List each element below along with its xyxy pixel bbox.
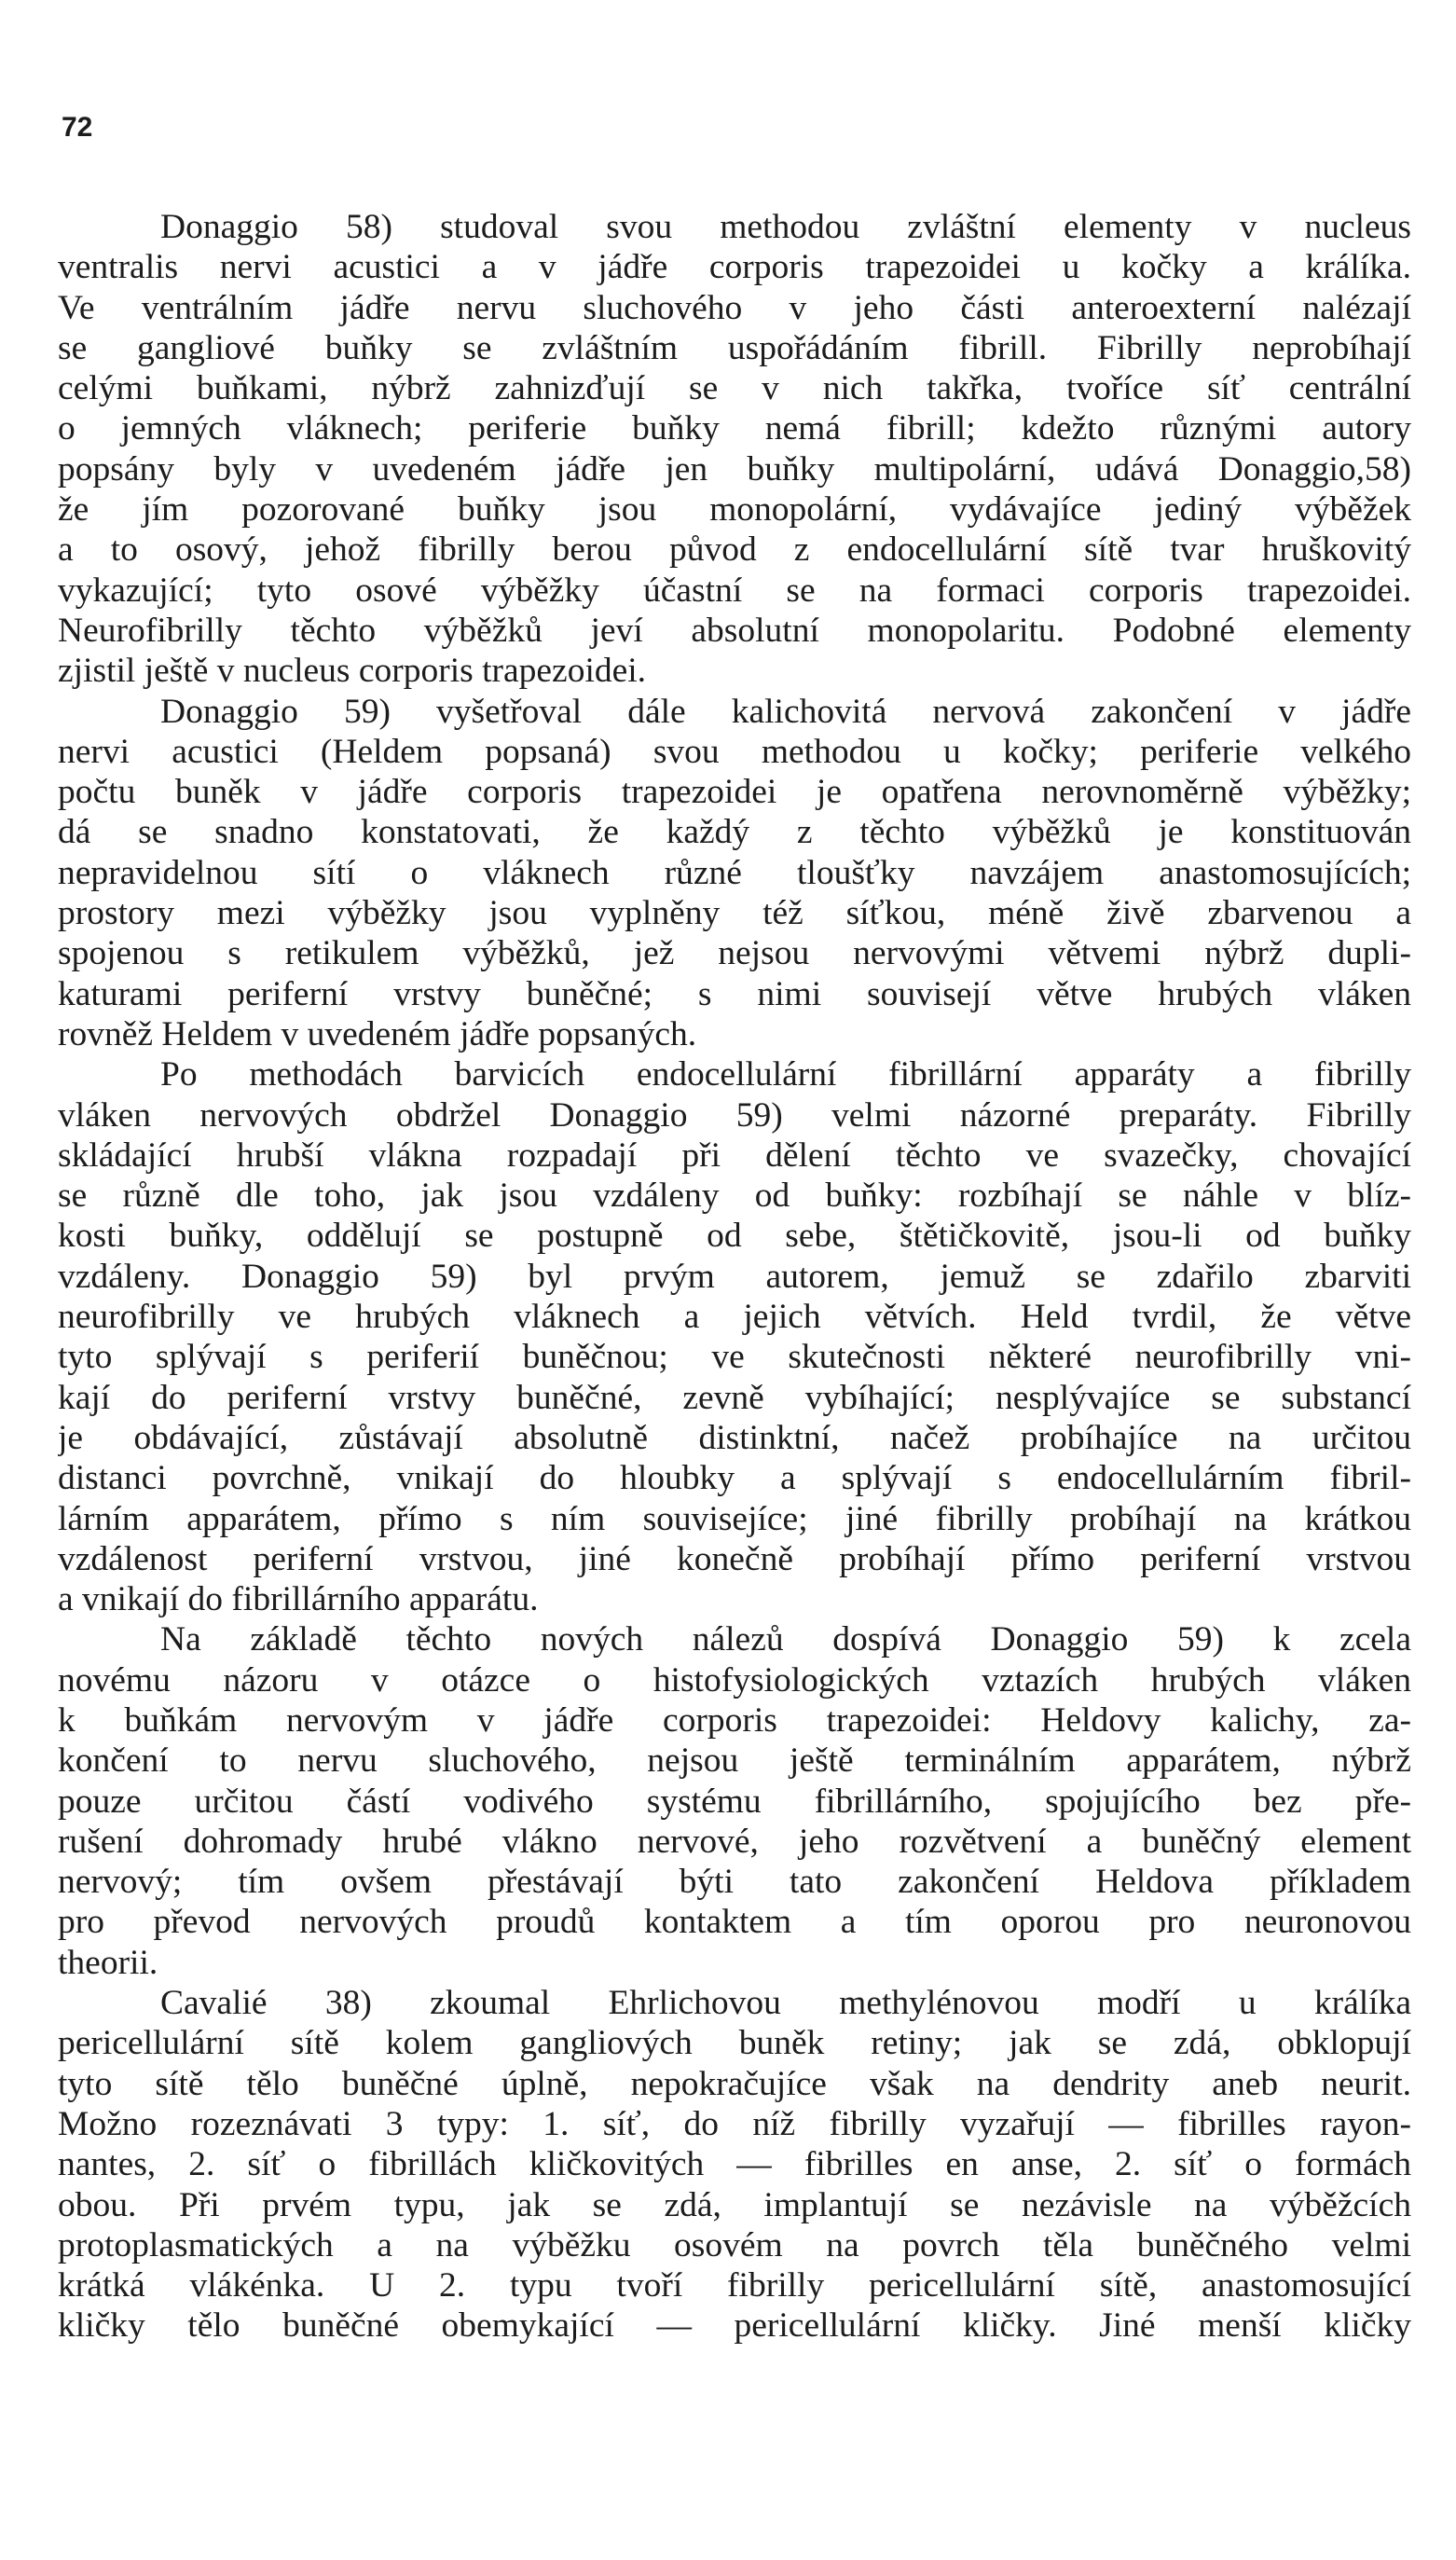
text-line: je obdávající, zůstávají absolutně distinktní, načež probíhajíce na určitou xyxy=(58,1418,1411,1457)
text-line: kají do periferní vrstvy buněčné, zevně vybíhající; nesplývajíce se substancí xyxy=(58,1378,1411,1417)
text-line: kosti buňky, oddělují se postupně od sebe, štětičkovitě, jsou-li od buňky xyxy=(58,1217,1411,1256)
text-line: k buňkám nervovým v jádře corporis trapezoidei: Heldovy kalichy, za- xyxy=(58,1700,1411,1740)
text-line: pouze určitou částí vodivého systému fibrillárního, spojujícího bez pře- xyxy=(58,1782,1411,1821)
text-line: Donaggio 59) vyšetřoval dále kalichovitá nervová zakončení v jádře xyxy=(160,692,1411,731)
text-line: vzdáleny. Donaggio 59) byl prvým autorem, jemuž se zdařilo zbarviti xyxy=(58,1257,1411,1296)
text-line: Cavalié 38) zkoumal Ehrlichovou methylénovou modří u králíka xyxy=(160,1984,1411,2023)
text-line: Donaggio 58) studoval svou methodou zvláštní elementy v nucleus xyxy=(160,208,1411,246)
text-line: distanci povrchně, vnikají do hloubky a splývají s endocellulárním fibril- xyxy=(58,1459,1411,1498)
text-line: že jím pozorované buňky jsou monopolární, vydávajíce jediný výběžek xyxy=(58,490,1411,530)
text-line: popsány byly v uvedeném jádře jen buňky multipolární, udává Donaggio,58) xyxy=(58,449,1411,489)
text-line: nantes, 2. síť o fibrillách kličkovitých — fibrilles en anse, 2. síť o formách xyxy=(58,2145,1411,2184)
text-line: nepravidelnou sítí o vláknech různé tloušťky navzájem anastomosujících; xyxy=(58,853,1411,892)
text-line: Po methodách barvicích endocellulární fibrillární apparáty a fibrilly xyxy=(160,1055,1411,1094)
text-line: Možno rozeznávati 3 typy: 1. síť, do níž fibrilly vyzařují — fibrilles rayon- xyxy=(58,2104,1411,2143)
text-line: lárním apparátem, přímo s ním souvisejíce; jiné fibrilly probíhají na krátkou xyxy=(58,1499,1411,1538)
text-line: nervový; tím ovšem přestávají býti tato zakončení Heldova příkladem xyxy=(58,1863,1411,1902)
text-line: a vnikají do fibrillárního apparátu. xyxy=(58,1580,539,1619)
text-line: dá se snadno konstatovati, že každý z těchto výběžků je konstituován xyxy=(58,813,1411,852)
text-line: protoplasmatických a na výběžku osovém na povrch těla buněčného velmi xyxy=(58,2225,1411,2264)
body-text xyxy=(58,207,1411,2347)
text-line: prostory mezi výběžky jsou vyplněny též síťkou, méně živě zbarvenou a xyxy=(58,894,1411,933)
text-line: a to osový, jehož fibrilly berou původ z endocellulární sítě tvar hruškovitý xyxy=(58,530,1411,570)
text-line: vykazující; tyto osové výběžky účastní se na formaci corporis trapezoidei. xyxy=(58,571,1411,610)
text-line: tyto sítě tělo buněčné úplně, nepokračujíce však na dendrity aneb neurit. xyxy=(58,2064,1411,2103)
text-line: kličky tělo buněčné obemykající — pericellulární kličky. Jiné menší kličky xyxy=(58,2306,1411,2346)
text-line: celými buňkami, nýbrž zahnizďují se v nich takřka, tvoříce síť centrální xyxy=(58,369,1411,408)
text-line: rušení dohromady hrubé vlákno nervové, jeho rozvětvení a buněčný element xyxy=(58,1822,1411,1861)
text-line: Na základě těchto nových nálezů dospívá Donaggio 59) k zcela xyxy=(160,1620,1411,1659)
text-line: končení to nervu sluchového, nejsou ještě terminálním apparátem, nýbrž xyxy=(58,1741,1411,1781)
text-line: katurami periferní vrstvy buněčné; s nimi souvisejí větve hrubých vláken xyxy=(58,974,1411,1013)
text-line: zjistil ještě v nucleus corporis trapezoidei. xyxy=(58,652,647,691)
page-number: 72 xyxy=(62,112,93,143)
text-line: se různě dle toho, jak jsou vzdáleny od buňky: rozbíhají se náhle v blíz- xyxy=(58,1177,1411,1216)
text-line: rovněž Heldem v uvedeném jádře popsaných. xyxy=(58,1014,697,1053)
text-line: pro převod nervových proudů kontaktem a tím oporou pro neuronovou xyxy=(58,1903,1411,1942)
text-line: spojenou s retikulem výběžků, jež nejsou nervovými větvemi nýbrž dupli- xyxy=(58,934,1411,973)
text-line: Neurofibrilly těchto výběžků jeví absolutní monopolaritu. Podobné elementy xyxy=(58,611,1411,650)
text-line: ventralis nervi acustici a v jádře corporis trapezoidei u kočky a králíka. xyxy=(58,248,1411,287)
text-line: nervi acustici (Heldem popsaná) svou methodou u kočky; periferie velkého xyxy=(58,732,1411,771)
text-line: počtu buněk v jádře corporis trapezoidei je opatřena nerovnoměrně výběžky; xyxy=(58,773,1411,812)
text-line: obou. Při prvém typu, jak se zdá, implantují se nezávisle na výběžcích xyxy=(58,2185,1411,2224)
text-line: pericellulární sítě kolem gangliových buněk retiny; jak se zdá, obklopují xyxy=(58,2024,1411,2063)
text-line: o jemných vláknech; periferie buňky nemá fibrill; kdežto různými autory xyxy=(58,409,1411,448)
text-line: vzdálenost periferní vrstvou, jiné konečně probíhají přímo periferní vrstvou xyxy=(58,1539,1411,1578)
text-line: skládající hrubší vlákna rozpadají při dělení těchto ve svazečky, chovající xyxy=(58,1135,1411,1175)
text-line: theorii. xyxy=(58,1943,158,1982)
text-line: se gangliové buňky se zvláštním uspořádáním fibrill. Fibrilly neprobíhají xyxy=(58,328,1411,367)
text-line: Ve ventrálním jádře nervu sluchového v jeho části anteroexterní nalézají xyxy=(58,288,1411,327)
text-line: neurofibrilly ve hrubých vláknech a jejich větvích. Held tvrdil, že větve xyxy=(58,1298,1411,1337)
text-line: vláken nervových obdržel Donaggio 59) velmi názorné preparáty. Fibrilly xyxy=(58,1095,1411,1135)
text-line: novému názoru v otázce o histofysiologických vztazích hrubých vláken xyxy=(58,1660,1411,1700)
text-line: tyto splývají s periferií buněčnou; ve skutečnosti některé neurofibrilly vni- xyxy=(58,1338,1411,1377)
text-line: krátká vlákénka. U 2. typu tvoří fibrilly pericellulární sítě, anastomosující xyxy=(58,2266,1411,2305)
